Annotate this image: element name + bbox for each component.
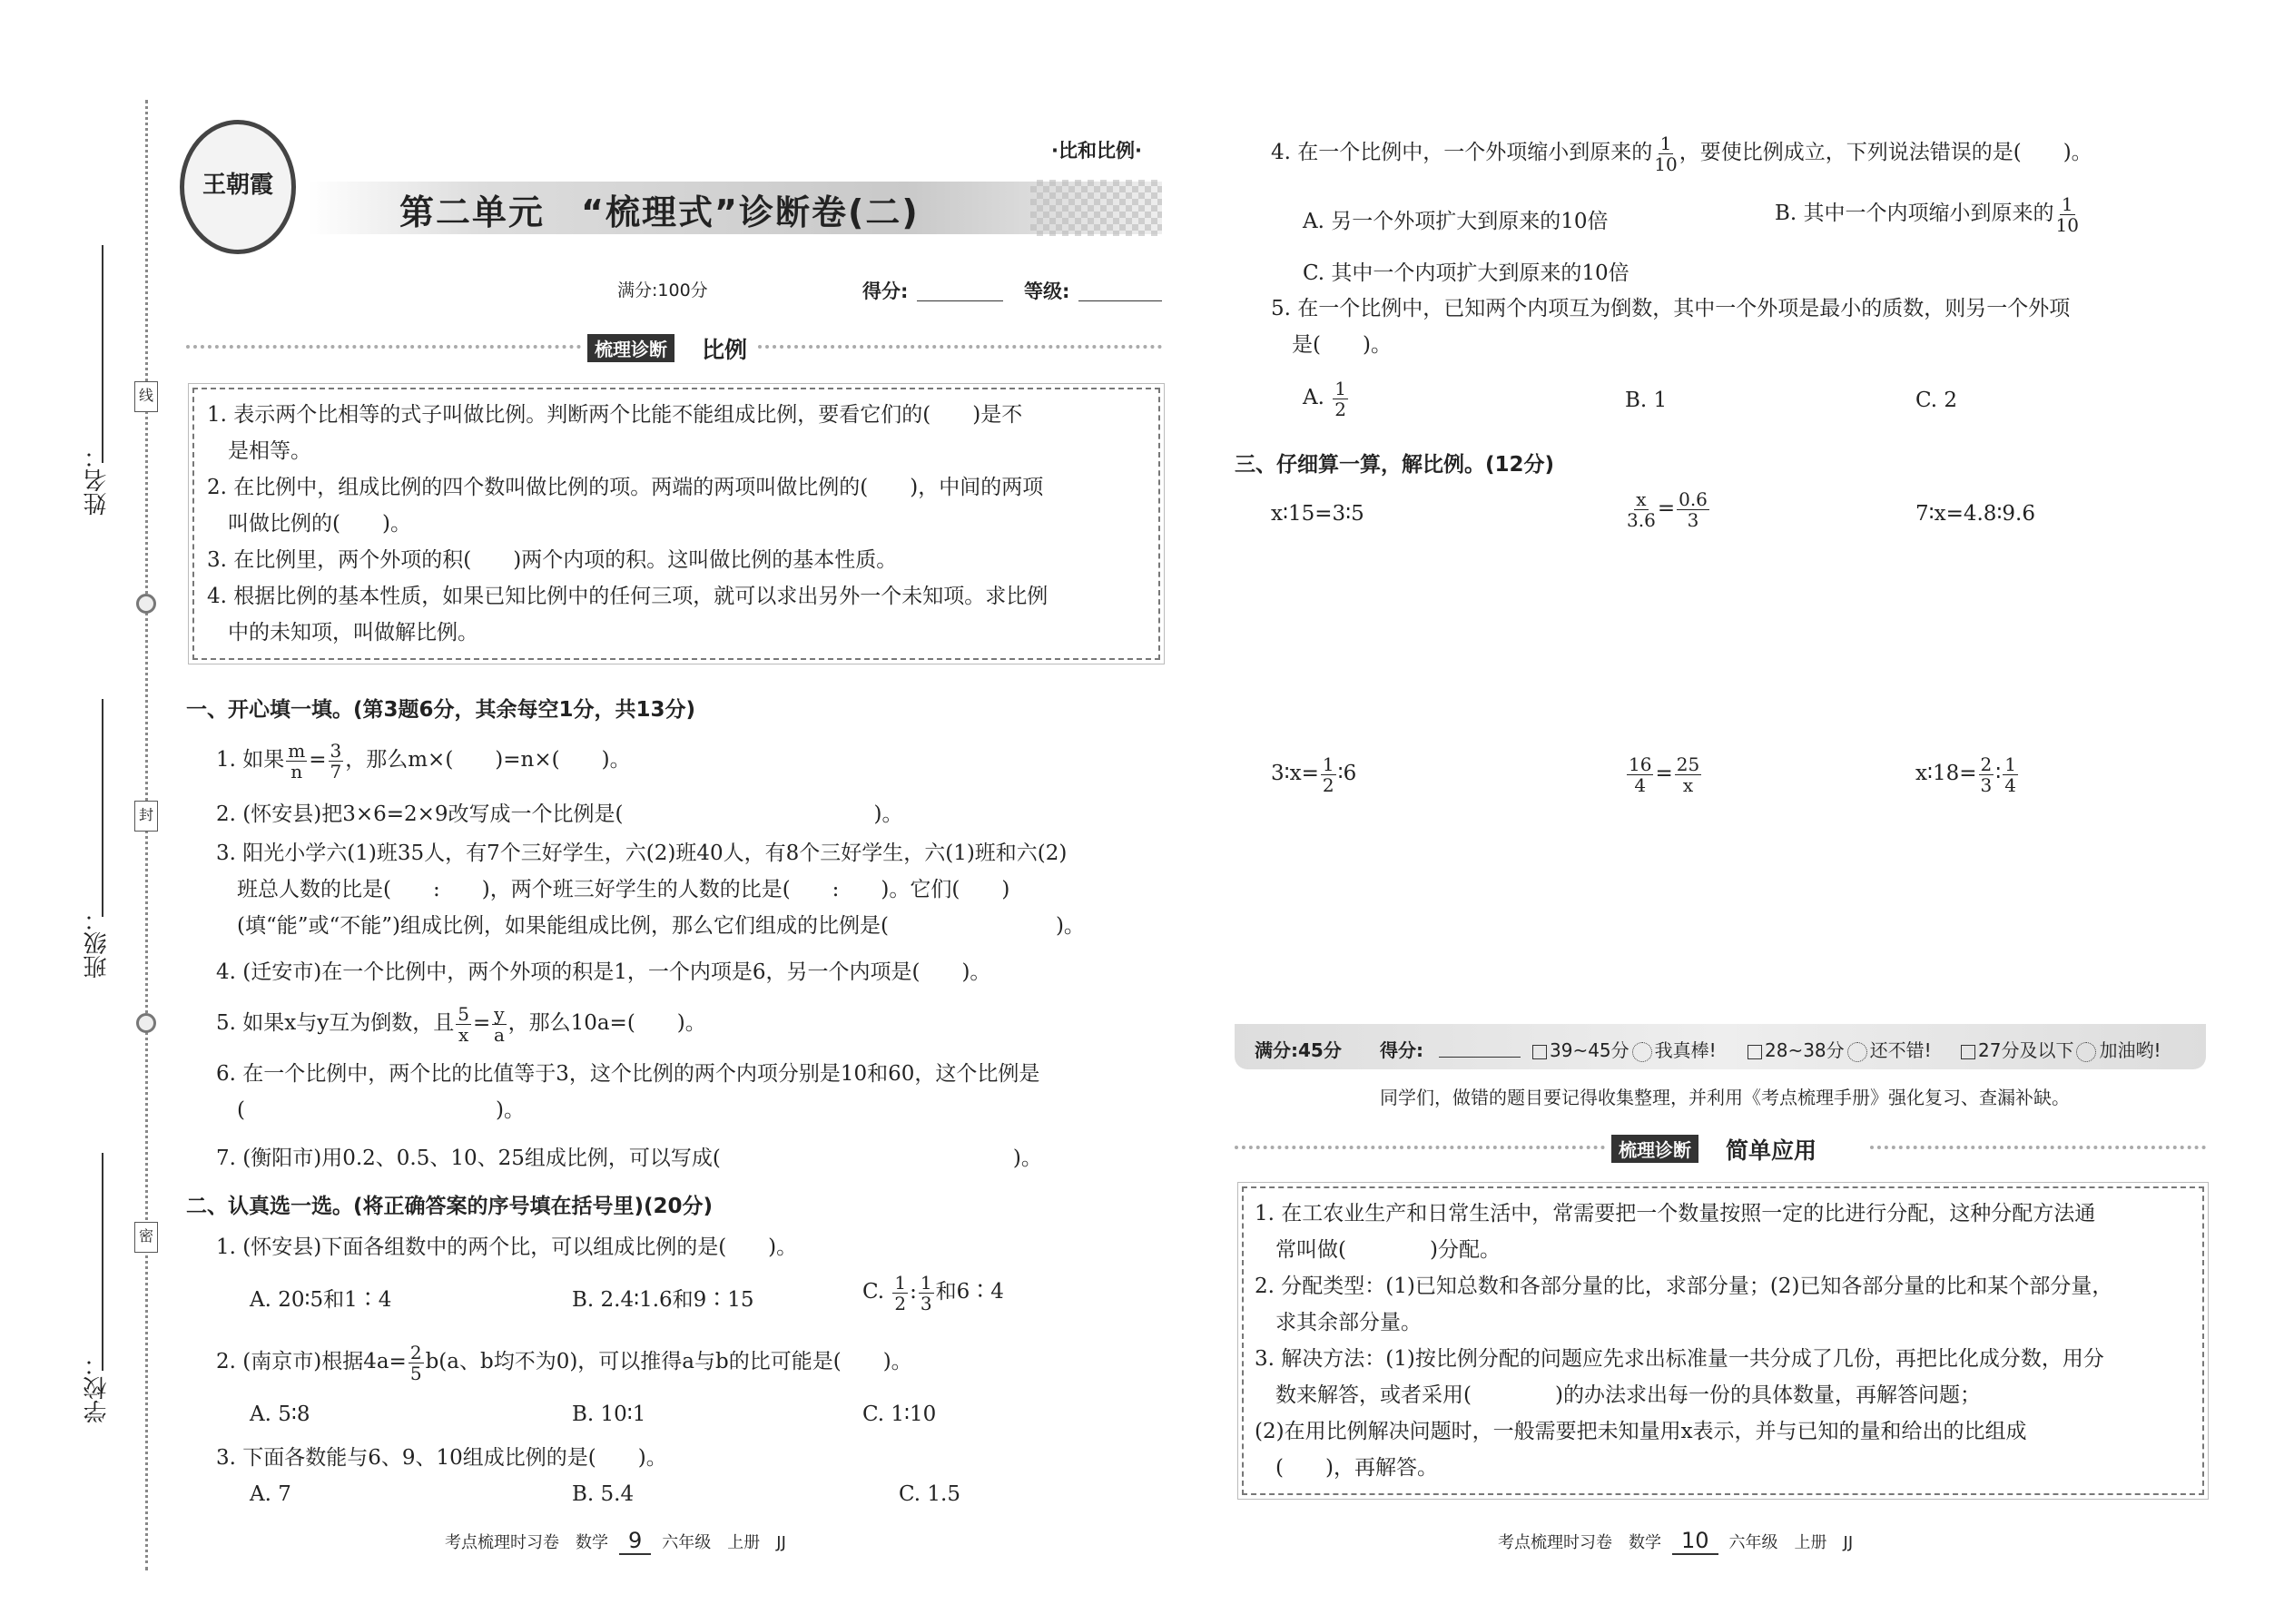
eq-6: x∶18= $\frac{2}{3}$ ∶ $\frac{1}{4}$ <box>1915 753 2016 796</box>
brand-logo <box>180 120 296 254</box>
eq-3: 7∶x=4.8∶9.6 <box>1915 502 2036 526</box>
application-concept-text <box>1255 1196 2199 1486</box>
concept-line: 1. 表示两个比相等的式子叫做比例。判断两个比能不能组成比例，要看它们的( )是不 <box>207 403 1023 427</box>
seal-mi: 密 <box>134 1222 158 1253</box>
concept-line: 3. 在比例里，两个外项的积( )两个内项的积。这叫做比例的基本性质。 <box>207 548 898 572</box>
p2-q3-opt-a[interactable]: A. 7 <box>250 1482 291 1506</box>
p2-q2-opt-b[interactable]: B. 10∶1 <box>572 1403 646 1426</box>
p2-q3: 3. 下面各数能与6、9、10组成比例的是( )。 <box>216 1446 667 1470</box>
section-title: 比例 <box>702 337 748 363</box>
rating-1[interactable]: 39~45分 我真棒! <box>1532 1036 1717 1062</box>
rating-checkbox[interactable] <box>1961 1045 1975 1059</box>
footer-right: 考点梳理时习卷 数学 10 六年级 上册 JJ <box>1498 1528 1854 1553</box>
eq-1: x∶15=3∶5 <box>1271 502 1364 526</box>
page-title: 第二单元 “梳理式”诊断卷(二) <box>399 192 920 232</box>
p2-q3-opt-b[interactable]: B. 5.4 <box>572 1482 635 1506</box>
score-label: 得分: <box>862 281 909 302</box>
class-line <box>102 699 103 917</box>
eq-5: $\frac{16}{4}$ = $\frac{25}{x}$ <box>1629 753 1700 796</box>
section-tag: 梳理诊断 <box>1611 1135 1698 1163</box>
section-header-application <box>1235 1135 2206 1164</box>
concept-line: 3. 解决方法：(1)按比例分配的问题应先求出标准量一共分成了几份，再把比化成分数，用分 <box>1255 1347 2104 1371</box>
rating-2[interactable]: 28~38分 还不错! <box>1748 1036 1932 1062</box>
concept-line: 叫做比例的( )。 <box>207 512 411 536</box>
seal-feng: 封 <box>134 801 158 832</box>
r-q4-opt-c[interactable]: C. 其中一个内项扩大到原来的10倍 <box>1303 261 1629 285</box>
section-tag: 梳理诊断 <box>587 334 674 362</box>
concept-line: 1. 在工农业生产和日常生活中，常需要把一个数量按照一定的比进行分配，这种分配方法通 <box>1255 1202 2096 1225</box>
part1-heading: 一、开心填一填。(第3题6分，其余每空1分，共13分) <box>186 698 696 722</box>
scorebar-score-blank[interactable] <box>1439 1057 1521 1058</box>
concept-line: 中的未知项，叫做解比例。 <box>207 621 478 645</box>
school-label: 学校： <box>84 1353 111 1423</box>
grade-blank[interactable] <box>1078 300 1162 301</box>
p1-q5: 5. 如果x与y互为倒数，且 $\frac{5}{x}$ = $\frac{y}{a}$ ，那么10a=( )。 <box>216 1002 706 1046</box>
p2-q2-opt-a[interactable]: A. 5∶8 <box>250 1403 310 1426</box>
school-line <box>102 1153 103 1371</box>
eq-4: 3∶x= $\frac{1}{2}$ ∶6 <box>1271 753 1357 796</box>
concept-line: 2. 在比例中，组成比例的四个数叫做比例的项。两端的两项叫做比例的( )，中间的两项 <box>207 476 1044 499</box>
r-q4: 4. 在一个比例中，一个外项缩小到原来的 $\frac{1}{10}$ ，要使比例成立，下列说法错误的是( )。 <box>1271 132 2092 175</box>
smile-face-icon <box>1632 1042 1652 1062</box>
concept-line: ( )，再解答。 <box>1255 1456 1438 1480</box>
r-q4-opt-b[interactable]: B. 其中一个内项缩小到原来的 $\frac{1}{10}$ <box>1775 192 2079 236</box>
concept-line: 是相等。 <box>207 439 311 463</box>
scorebar-score-label: 得分: <box>1380 1039 1423 1061</box>
logo-text: 王朝霞 <box>202 172 273 199</box>
review-note: 同学们，做错的题目要记得收集整理，并利用《考点梳理手册》强化复习、查漏补缺。 <box>1380 1087 2070 1108</box>
ratio-concept-text <box>207 397 1151 651</box>
p1-q6: 6. 在一个比例中，两个比的比值等于3，这个比例的两个内项分别是10和60，这个比例是 ( )。 <box>216 1062 1040 1122</box>
section-title: 简单应用 <box>1726 1137 1817 1164</box>
concept-line: 4. 根据比例的基本性质，如果已知比例中的任何三项，就可以求出另外一个未知项。求比例 <box>207 585 1049 608</box>
binding-ring-1 <box>136 594 156 614</box>
part3-heading: 三、仔细算一算，解比例。(12分) <box>1235 453 1555 477</box>
concept-line: 常叫做( )分配。 <box>1255 1238 1501 1262</box>
r-q5-opt-a[interactable]: A. $\frac{1}{2}$ <box>1303 377 1346 420</box>
p1-q2: 2. (怀安县)把3×6=2×9改写成一个比例是( )。 <box>216 802 903 826</box>
p2-q1: 1. (怀安县)下面各组数中的两个比，可以组成比例的是( )。 <box>216 1235 798 1259</box>
p2-q2-opt-c[interactable]: C. 1∶10 <box>862 1403 937 1426</box>
concept-line: 求其余部分量。 <box>1255 1311 1422 1334</box>
p1-q1: 1. 如果 $\frac{m}{n}$ = $\frac{3}{7}$ ，那么m×( )=n×( )。 <box>216 739 631 782</box>
class-label: 班级： <box>84 908 111 979</box>
full-score: 满分:100分 <box>617 281 708 300</box>
p2-q1-opt-a[interactable]: A. 20∶5和1∶4 <box>250 1288 392 1312</box>
name-label: 姓名： <box>84 445 111 516</box>
binding-ring-2 <box>136 1013 156 1033</box>
r-q4-opt-a[interactable]: A. 另一个外项扩大到原来的10倍 <box>1303 210 1609 233</box>
rating-3[interactable]: 27分及以下 加油哟! <box>1961 1036 2161 1062</box>
rating-checkbox[interactable] <box>1748 1045 1762 1059</box>
p2-q3-opt-c[interactable]: C. 1.5 <box>899 1482 960 1506</box>
grade-label: 等级: <box>1024 281 1070 302</box>
p2-q1-opt-b[interactable]: B. 2.4∶1.6和9∶15 <box>572 1288 754 1312</box>
p1-q3: 3. 阳光小学六(1)班35人，有7个三好学生，六(2)班40人，有8个三好学生，六(1)班和六(2) 班总人数的比是( : )，两个班三好学生的人数的比是( : )。它们( ) (填“能”或“不能”)组成比例，如果能组成比例，那么它们组成的比例是( )。 <box>216 842 1085 938</box>
concept-line: 2. 分配类型：(1)已知总数和各部分量的比，求部分量；(2)已知各部分量的比和某个部分量， <box>1255 1275 2113 1298</box>
neutral-face-icon <box>1847 1042 1867 1062</box>
name-line <box>102 245 103 463</box>
binding-dotted-line <box>145 100 148 1570</box>
topic-label: ·比和比例· <box>1051 140 1142 162</box>
scorebar-full: 满分:45分 <box>1255 1039 1342 1061</box>
seal-xian: 线 <box>134 381 158 412</box>
score-blank[interactable] <box>917 300 1003 301</box>
r-q5-opt-c[interactable]: C. 2 <box>1915 389 1958 412</box>
cheer-face-icon <box>2076 1042 2096 1062</box>
rating-checkbox[interactable] <box>1532 1045 1547 1059</box>
p2-q1-opt-c[interactable]: C. $\frac{1}{2}$ : $\frac{1}{3}$ 和6∶4 <box>862 1271 1004 1314</box>
section-header-ratio <box>186 334 1162 363</box>
footer-left: 考点梳理时习卷 数学 9 六年级 上册 JJ <box>445 1528 786 1553</box>
r-q5-opt-b[interactable]: B. 1 <box>1625 389 1668 412</box>
part2-heading: 二、认真选一选。(将正确答案的序号填在括号里)(20分) <box>186 1195 714 1218</box>
page-number: 9 <box>619 1528 651 1555</box>
eq-2: $\frac{x}{3.6}$ = $\frac{0.6}{3}$ <box>1627 487 1708 531</box>
score-bar <box>1235 1024 2206 1069</box>
banner-checker-pattern <box>1030 180 1162 236</box>
concept-line: 数来解答，或者采用( )的办法求出每一份的具体数量，再解答问题； <box>1255 1383 1981 1407</box>
concept-line: (2)在用比例解决问题时，一般需要把未知量用x表示，并与已知的量和给出的比组成 <box>1255 1420 2027 1443</box>
r-q5: 5. 在一个比例中，已知两个内项互为倒数，其中一个外项是最小的质数，则另一个外项 是( )。 <box>1271 297 2071 357</box>
page-number: 10 <box>1672 1528 1718 1555</box>
p1-q7: 7. (衡阳市)用0.2、0.5、10、25组成比例，可以写成( )。 <box>216 1147 1042 1170</box>
p1-q4: 4. (迁安市)在一个比例中，两个外项的积是1，一个内项是6，另一个内项是( )。 <box>216 960 991 984</box>
p2-q2: 2. (南京市)根据4a= $\frac{2}{5}$ b(a、b均不为0)，可以推得a与b的比可能是( )。 <box>216 1341 912 1384</box>
